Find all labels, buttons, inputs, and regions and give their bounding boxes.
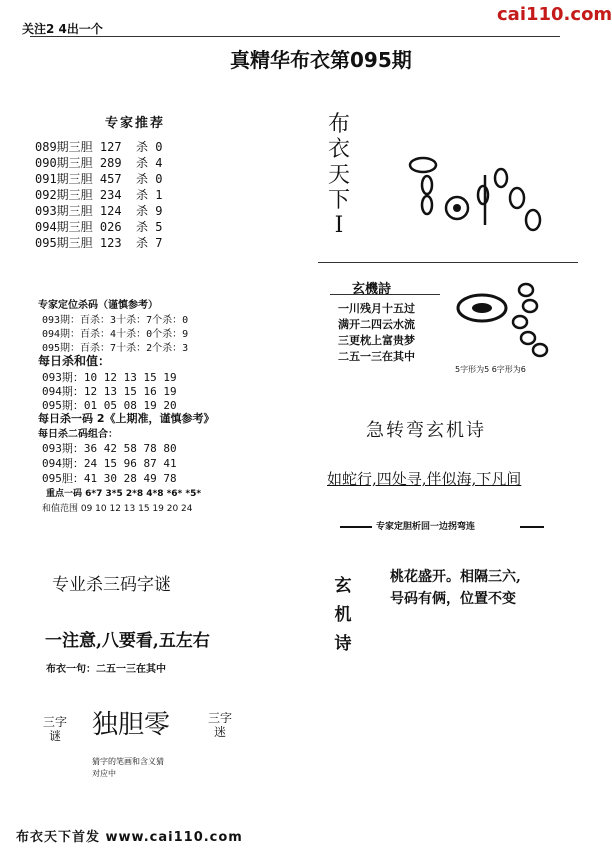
expert-title: 专家推荐 — [105, 116, 166, 131]
daily-sum-row: 095期：01 05 08 19 20 — [42, 399, 177, 412]
expert-row: 090期三胆 289 杀 4 — [35, 156, 163, 170]
small-note: 对应中 — [92, 769, 116, 778]
poem-title-underline — [330, 294, 440, 295]
expert-line: 专家定胆析回一边拐弯连 — [376, 522, 476, 532]
footer-text[interactable]: 布衣天下首发 www.cai110.com — [16, 830, 243, 845]
xuanji-vertical: 玄机诗 — [334, 576, 352, 654]
peach-line: 桃花盛开。相隔三六, — [390, 569, 521, 585]
sum-range-row: 和值范围 09 10 12 13 15 19 20 24 — [42, 504, 193, 514]
site-logo[interactable]: cai110.com — [497, 4, 612, 25]
daily-two-row: 095胆：41 30 28 49 78 — [42, 472, 177, 485]
buyi-line: 布衣一句：二五一三在其中 — [46, 664, 166, 675]
poem-line: 满开二四云水流 — [338, 318, 415, 331]
expert-row: 094期三胆 026 杀 5 — [35, 220, 163, 234]
daily-two-title: 每日杀二码组合： — [38, 429, 118, 440]
expert-row: 095期三胆 123 杀 7 — [35, 236, 163, 250]
position-kill-row: 094期：百杀：4十杀：0个杀：9 — [42, 329, 189, 340]
three-riddle-left: 三字谜 — [42, 715, 67, 743]
turn-title: 急转弯玄机诗 — [366, 420, 486, 441]
poem-title: 玄機詩 — [352, 282, 392, 297]
poem-line: 三更枕上富贵梦 — [338, 334, 415, 347]
buyi-vertical-title: 布衣天下I — [327, 112, 350, 239]
focus-code-row: 重点一码 6*7 3*5 2*8 4*8 *6* *5* — [46, 489, 202, 499]
position-kill-row: 095期：百杀：7十杀：2个杀：3 — [42, 343, 189, 354]
expert-row: 089期三胆 127 杀 0 — [35, 140, 163, 154]
page-title: 真精华布衣第095期 — [230, 48, 412, 72]
daily-sum-row: 093期：10 12 13 15 19 — [42, 371, 177, 384]
poem-line: 二五一三在其中 — [338, 350, 415, 363]
daily-sum-title: 每日杀和值： — [38, 354, 111, 368]
daily-two-row: 093期：36 42 58 78 80 — [42, 442, 177, 455]
position-kill-title: 专家定位杀码（谨慎参考） — [38, 300, 158, 311]
header-divider — [30, 36, 560, 37]
daily-two-row: 094期：24 15 96 87 41 — [42, 457, 177, 470]
shape-note: 5字形为5 6字形为6 — [455, 365, 526, 374]
small-note: 猜字的笔画和含义猜 — [92, 757, 164, 766]
riddle-line: 一注意,八要看,五左右 — [45, 631, 210, 651]
expert-row: 092期三胆 234 杀 1 — [35, 188, 163, 202]
number-doodle-image — [405, 150, 555, 240]
turn-line: 如蛇行,四处寻,伴似海,下凡间 — [327, 470, 522, 488]
expert-line-right-rule — [520, 526, 544, 528]
poem-line: 一川残月十五过 — [338, 302, 415, 315]
three-riddle-right: 三字迷 — [207, 711, 232, 739]
expert-row: 093期三胆 124 杀 9 — [35, 204, 163, 218]
expert-row: 091期三胆 457 杀 0 — [35, 172, 163, 186]
peach-line: 号码有俩，位置不变 — [390, 591, 516, 607]
dudanling: 独胆零 — [92, 710, 171, 740]
riddle-title: 专业杀三码字谜 — [52, 575, 171, 595]
position-kill-row: 093期：百杀：3十杀：7个杀：0 — [42, 315, 189, 326]
top-left-note: 关注2 4出一个 — [22, 22, 103, 36]
poem-divider — [318, 262, 578, 263]
shape-doodle-image — [448, 278, 558, 358]
daily-sum-row: 094期：12 13 15 16 19 — [42, 385, 177, 398]
daily-one-title: 每日杀一码 2《上期准，谨慎参考》 — [38, 412, 215, 425]
expert-line-left-rule — [340, 526, 372, 528]
